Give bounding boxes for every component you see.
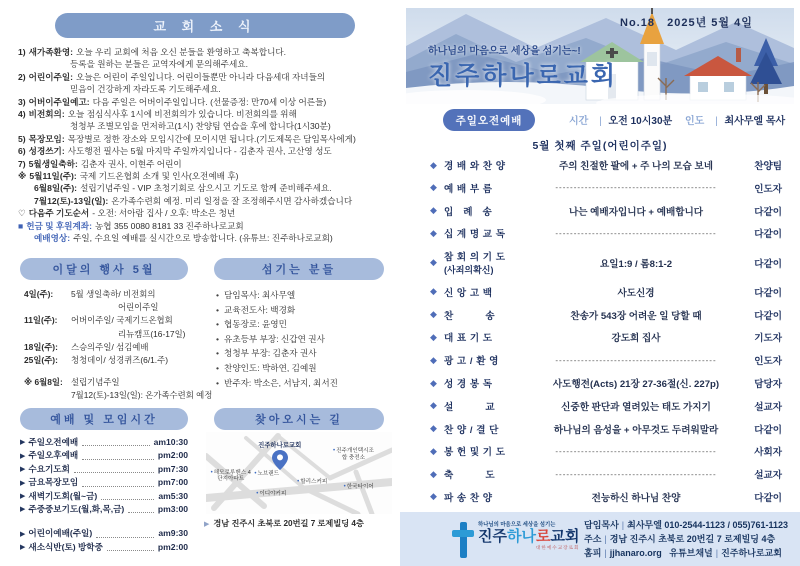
worship-item-label: 예 배 부 름: [444, 183, 493, 195]
time-label: 시간: [569, 116, 589, 127]
service-meta: [565, 112, 791, 127]
worship-item-content: --------------------------------------------: [555, 355, 717, 365]
map-label-text: 이디야커피: [259, 491, 287, 498]
worship-row: [430, 376, 782, 390]
servant-line: [216, 288, 392, 303]
servant-text: 청청부 부장: 김춘자 권사: [224, 348, 317, 359]
servant-line: [216, 346, 392, 361]
worship-item-role: 사회자: [754, 447, 782, 459]
worship-item-label: 성 경 봉 독: [444, 379, 493, 391]
worship-item-sublabel: (사죄의확신): [444, 265, 494, 276]
map-label-text: 노브랜드: [257, 471, 280, 478]
time-line: [20, 449, 188, 462]
news-line-label: 5월생일축하:: [28, 158, 78, 169]
event-line: [24, 288, 196, 301]
time-line: [20, 490, 188, 503]
news-line-label: 다음주 기도순서: [28, 208, 90, 219]
separator: |: [715, 116, 718, 127]
worship-item-role: 다같이: [754, 206, 782, 218]
servant-line: [216, 376, 392, 391]
church-news-list: [18, 46, 392, 245]
news-line-label: 비전회의:: [28, 109, 65, 120]
news-line: [18, 207, 392, 219]
worship-item-role: 다같이: [754, 229, 782, 241]
time-name: ▶ 주일오전예배: [28, 437, 79, 447]
servant-text: 교육전도사: 백경화: [224, 304, 296, 315]
servant-text: 유초등부 부장: 신갑연 권사: [224, 333, 325, 344]
map-label: [210, 470, 252, 483]
news-line: [18, 182, 392, 194]
worship-item-label: 경 배 와 찬 양: [444, 161, 506, 172]
map-label-text: 해모로루벤스 4단지아파트: [213, 469, 251, 483]
worship-item-content: 나는 예배자입니다 + 예배합니다: [568, 206, 704, 218]
worship-row: [430, 467, 782, 481]
worship-item-role: 인도자: [754, 356, 782, 368]
event-line: [24, 314, 196, 327]
event-text: 5월 생일축하/ 비전회의: [71, 289, 156, 299]
worship-order-list: [430, 158, 782, 504]
time-value: pm7:30: [157, 463, 188, 474]
logo-slogan: 하나님의 마음으로 세상을 섬기는: [478, 522, 556, 528]
news-line-number: ※: [18, 171, 27, 182]
time-value: am9:30: [158, 528, 188, 539]
servant-text: 협동장로: 윤영민: [224, 319, 287, 330]
dotted-leader: [107, 550, 154, 551]
worship-row: [430, 399, 782, 413]
news-line-text: 청청부 조별모임을 먼저하고(1시) 찬양팀 연습을 후에 합니다(1시30분): [70, 121, 331, 132]
diamond-bullet-icon: ◆: [430, 423, 437, 434]
worship-item-content: 주의 친절한 팔에 + 주 나의 모습 보네: [558, 161, 713, 172]
news-line-label: 5월11일(주):: [29, 171, 77, 182]
news-line-number: ♡: [18, 208, 26, 219]
event-text: 청청데이/ 성경퀴즈(6/1.주): [71, 355, 169, 366]
contact-info: [584, 518, 788, 560]
news-line-text: 믿음이 건강하게 자라도록 기도해주세요.: [70, 84, 221, 95]
news-line-number: 1): [18, 47, 26, 57]
worship-item-label: 찬 송: [444, 310, 496, 322]
worship-row: [430, 285, 782, 299]
worship-item-role: 다같이: [754, 424, 782, 436]
worship-item-role: 설교자: [754, 401, 782, 413]
worship-row: [430, 204, 782, 218]
leader-label: 인도: [684, 116, 705, 127]
servant-line: [216, 303, 392, 318]
event-text: 설립기념주일: [71, 377, 120, 388]
news-line-label: 6월8일(주):: [34, 183, 78, 194]
church-address-line: ▶ 경남 진주시 초북로 20번길 7 로제빌딩 4층: [204, 518, 394, 529]
worship-row: [430, 330, 782, 344]
news-line-number: 6): [18, 146, 26, 157]
worship-item-content: 사도행전(Acts) 21장 27-36절(신. 227p): [552, 379, 720, 391]
worship-item-content: --------------------------------------------: [555, 228, 717, 238]
worship-item-role: 다같이: [754, 287, 782, 299]
times-section-title: 예배 및 모임시간: [20, 408, 188, 430]
diamond-bullet-icon: ◆: [430, 257, 437, 268]
worship-row: [430, 308, 782, 322]
issue-and-date: [620, 14, 753, 30]
worship-item-content: 전능하신 하나님 찬양: [591, 492, 681, 504]
news-line-text: 사도행전 필사는 5월 마지막 주일까지입니다 - 김춘자 권사, 고산영 성도: [67, 146, 332, 157]
map-label: [297, 479, 327, 485]
worship-item-content: --------------------------------------------: [555, 183, 717, 193]
worship-row: [430, 249, 782, 276]
time-value: am5:30: [158, 490, 188, 501]
worship-item-content: --------------------------------------------: [555, 469, 717, 479]
news-line-text: 김춘자 권사, 이현주 어린이: [80, 158, 182, 169]
news-line: [18, 195, 392, 207]
news-line-label: 예배영상:: [34, 233, 71, 244]
dotted-leader: [74, 472, 154, 473]
event-text: 어버이주일/ 국제기드온협회: [71, 315, 173, 326]
worship-item-label: 찬 양 / 결 단: [444, 424, 499, 436]
dotted-leader: [96, 537, 154, 538]
time-line: [20, 527, 188, 540]
news-line: [18, 83, 392, 95]
worship-item-label: 십 계 명 교 독: [444, 229, 506, 241]
diamond-bullet-icon: ◆: [430, 400, 437, 411]
event-line: [24, 389, 213, 402]
worship-item-role: 인도자: [754, 183, 782, 195]
diamond-bullet-icon: ◆: [430, 182, 437, 193]
worship-item-label: 대 표 기 도: [444, 333, 493, 345]
worship-item-label: 신 앙 고 백: [444, 287, 493, 299]
issue-date: 2025년 5월 4일: [667, 17, 753, 29]
servant-text: 반주자: 박소은, 서남지, 최서진: [224, 377, 338, 388]
event-date: [71, 328, 115, 341]
news-line: [18, 46, 392, 58]
event-date: 25일(주):: [24, 355, 58, 366]
diamond-bullet-icon: ◆: [430, 331, 437, 342]
directions-section-title: 찾아오시는 길: [214, 408, 384, 430]
servant-line: [216, 332, 392, 347]
event-date: 4일(주):: [24, 289, 54, 299]
map-label: [258, 443, 301, 449]
worship-item-content: 요일1:9 / 롬8:1-2: [599, 258, 673, 270]
dotted-leader: [101, 499, 154, 500]
separator: |: [599, 116, 602, 127]
event-line: [24, 328, 196, 341]
worship-item-label: 봉 헌 및 기 도: [444, 447, 506, 459]
time-value: pm7:00: [157, 477, 188, 488]
event-text: 스승의주일/ 섬김예배: [71, 341, 149, 352]
servant-line: [216, 317, 392, 332]
worship-item-content: 사도신경: [617, 287, 655, 299]
service-times-list: [20, 436, 188, 554]
event-line: [24, 301, 196, 314]
church-logo: [452, 520, 580, 558]
event-date: [24, 367, 68, 376]
worship-item-role: 설교자: [754, 470, 782, 482]
news-line-text: 주일, 수요일 예배를 실시간으로 방송합니다. (유튜브: 진주하나로교회): [73, 233, 333, 244]
time-value: 오전 10시30분: [608, 116, 673, 127]
contact-line-pastor: 담임목사 | 최사무엘 010-2544-1123 / 055)761-1123: [584, 520, 789, 530]
events-section-title: 이달의 행사 5월: [20, 258, 188, 280]
news-line-text: 오늘은 어린이 주일입니다. 어린이들뿐만 아니라 다음세대 자녀들의: [76, 71, 326, 82]
worship-item-content: 강도희 집사: [611, 333, 661, 345]
location-map: [206, 432, 392, 514]
servant-text: 담임목사: 최사무엘: [224, 290, 296, 300]
worship-item-content: 신중한 판단과 열려있는 태도 가지기: [561, 401, 711, 413]
news-line: [18, 170, 392, 182]
news-line-label: 7월12(토)-13일(일):: [34, 195, 109, 206]
servants-section-title: 섬기는 분들: [214, 258, 384, 280]
event-text: 어린이주일: [118, 302, 159, 313]
news-line-text: 오늘 점심식사후 1시에 비전회의가 있습니다. 비전회의를 위해: [67, 109, 297, 120]
time-name: ▶ 새벽기도회(월~금): [28, 490, 98, 501]
news-line-number: 5): [18, 133, 26, 144]
worship-item-label: 참 회 의 기 도 (사죄의확신): [444, 249, 532, 276]
worship-item-role: 다같이: [754, 258, 782, 270]
news-line-label: 새가족환영:: [28, 47, 74, 57]
worship-row: [430, 158, 782, 172]
news-line-text: 오늘 우리 교회에 처음 오신 분들을 환영하고 축복합니다.: [76, 47, 287, 57]
servant-line: [216, 361, 392, 376]
event-date: [24, 389, 68, 402]
news-line-label: 목장모임:: [28, 133, 65, 144]
news-line-text: 설립기념주일 - VIP 초청기회로 삼으시고 기도로 함께 준비해주세요.: [80, 183, 332, 194]
dotted-leader: [128, 512, 154, 513]
contact-line-web: 홈피 | jjhanaro.org 유튜브채널 | 진주하나로교회: [584, 548, 782, 558]
news-line-text: 국제 기드온협회 소개 및 인사(오전예배 후): [79, 171, 239, 182]
news-line-label: 성경쓰기:: [28, 146, 65, 157]
servant-text: 찬양인도: 박하연, 김예원: [224, 362, 317, 373]
service-subtitle: 5월 첫째 주일(어린이주일): [532, 140, 668, 152]
event-line: [24, 354, 196, 367]
worship-item-label: 입 례 송: [444, 206, 493, 218]
map-label-text: 진주하나로교회: [258, 441, 302, 449]
time-line: [20, 541, 188, 554]
event-line: [24, 341, 196, 354]
worship-item-role: 다같이: [754, 310, 782, 322]
map-label: [332, 448, 374, 461]
diamond-bullet-icon: ◆: [430, 491, 437, 502]
event-text: 7월12(토)-13일(일): 온가족수련회 예정: [71, 390, 213, 401]
diamond-bullet-icon: ◆: [430, 159, 437, 170]
news-line-text: - 오전: 서아람 집사 / 오후: 박소은 청년: [92, 208, 236, 219]
time-line: [20, 476, 188, 489]
worship-item-content: 하나님의 음성을 + 아무것도 두려워말라: [553, 424, 719, 436]
news-line: [18, 158, 392, 170]
monthly-events-list: [24, 288, 213, 403]
worship-item-role: 기도자: [754, 333, 782, 345]
diamond-bullet-icon: ◆: [430, 286, 437, 297]
diamond-bullet-icon: ◆: [430, 354, 437, 365]
time-value: pm3:00: [157, 504, 188, 515]
map-pin-icon: [272, 450, 288, 470]
news-line-text: 등록을 원하는 분들은 교역자에게 문의해주세요.: [70, 59, 248, 70]
diamond-bullet-icon: ◆: [430, 205, 437, 216]
worship-item-label: 설 교: [444, 401, 496, 413]
news-line: [18, 145, 392, 157]
news-line-text: 다음 주일은 어버이주일입니다. (선물증정: 만70세 이상 어른들): [92, 96, 327, 107]
news-line-label: 헌금 및 후원계좌:: [26, 220, 92, 231]
worship-item-role: 찬양팀: [754, 161, 782, 172]
worship-row: [430, 226, 782, 240]
worship-item-content: 찬송가 543장 어려운 일 당할 때: [570, 310, 702, 322]
dotted-leader: [82, 445, 149, 446]
news-line-label: 어버이주일예고:: [28, 96, 90, 107]
news-line-text: 농협 355 0080 8181 33 진주하나로교회: [94, 220, 244, 231]
diamond-bullet-icon: ◆: [430, 227, 437, 238]
news-line: [18, 71, 392, 83]
map-label-text: 한국타이어: [346, 483, 374, 490]
news-line-number: 2): [18, 71, 26, 82]
worship-row: [430, 444, 782, 458]
worship-item-role: 담당자: [754, 379, 782, 391]
news-line-number: 7): [18, 158, 26, 169]
news-line-number: 3): [18, 96, 26, 107]
worship-row: [430, 490, 782, 504]
news-line: [18, 108, 392, 120]
service-title-badge: 주일오전예배: [443, 109, 535, 131]
news-line: [18, 220, 392, 232]
event-date: [71, 301, 115, 314]
map-label: [256, 491, 286, 497]
worship-item-label: 파 송 찬 양: [444, 492, 493, 504]
worship-item-label: 축 도: [444, 470, 496, 482]
logo-church-name: 진주하나로교회: [478, 528, 580, 545]
time-value: am10:30: [153, 437, 188, 447]
news-line: [18, 120, 392, 132]
time-line: [20, 463, 188, 476]
time-value: pm2:00: [157, 541, 188, 552]
map-label: [254, 471, 279, 477]
time-line: [20, 503, 188, 516]
cross-icon: [452, 522, 474, 558]
diamond-bullet-icon: ◆: [430, 468, 437, 479]
diamond-bullet-icon: ◆: [430, 445, 437, 456]
news-section-title: 교 회 소 식: [55, 13, 355, 38]
time-name: ▶ 새소식반(토) 방학중: [28, 541, 103, 552]
news-line: [18, 133, 392, 145]
servants-list: [216, 288, 392, 390]
leader-value: 최사무엘 목사: [724, 116, 786, 127]
map-label-text: 진주개인택시조합 충전소: [336, 448, 374, 461]
diamond-bullet-icon: ◆: [430, 309, 437, 320]
worship-row: [430, 353, 782, 367]
footer-bar: [400, 512, 800, 566]
map-label-text: 할리스커피: [300, 478, 328, 485]
worship-item-role: 다같이: [754, 492, 782, 504]
event-text: 리뉴캠프(16-17일): [118, 328, 186, 339]
news-line-number: ■: [18, 220, 24, 231]
time-name: ▶ 어린이예배(주일): [28, 528, 93, 539]
event-date: ※ 6월8일:: [24, 377, 63, 388]
event-date: 11일(주):: [24, 315, 58, 326]
time-name: ▶ 주일오후예배: [28, 450, 79, 461]
news-line: [18, 96, 392, 108]
time-value: pm2:00: [157, 450, 188, 461]
church-slogan: 하나님의 마음으로 세상을 섬기는~!: [428, 46, 581, 57]
news-line-text: 온가족수련회 예정. 미리 일정을 잘 조정해주시면 감사하겠습니다: [111, 195, 353, 206]
map-label: [344, 484, 374, 490]
news-line-text: 목장별로 정한 장소와 모임시간에 모이시면 됩니다.(기도제목은 담임목사에게): [67, 133, 356, 144]
news-line-number: 4): [18, 109, 26, 120]
news-line-label: 어린이주일:: [28, 71, 74, 82]
time-name: ▶ 수요기도회: [28, 463, 70, 474]
time-line: [20, 436, 188, 449]
church-name: 진주하나로교회: [428, 62, 619, 90]
issue-number: No.18: [620, 17, 655, 29]
logo-text: [478, 520, 579, 551]
event-line: [24, 367, 196, 376]
event-line: [24, 376, 196, 389]
diamond-bullet-icon: ◆: [430, 377, 437, 388]
contact-line-address: 주소 | 경남 진주시 초북로 20번길 7 로제빌딩 4층: [584, 534, 776, 544]
news-line: [18, 232, 392, 244]
worship-item-label: 광 고 / 환 영: [444, 356, 499, 368]
dotted-leader: [82, 459, 154, 460]
event-date: 18일(주):: [24, 341, 58, 352]
time-name: ▶ 금요목장모임: [28, 477, 79, 488]
worship-item-content: --------------------------------------------: [555, 446, 717, 456]
news-line: [18, 58, 392, 70]
logo-denomination: 대한예수교장로회: [535, 545, 580, 550]
time-name: ▶ 주중중보기도(월,화,목,금): [28, 504, 125, 515]
dotted-leader: [82, 486, 154, 487]
worship-row: [430, 181, 782, 195]
worship-row: [430, 422, 782, 436]
